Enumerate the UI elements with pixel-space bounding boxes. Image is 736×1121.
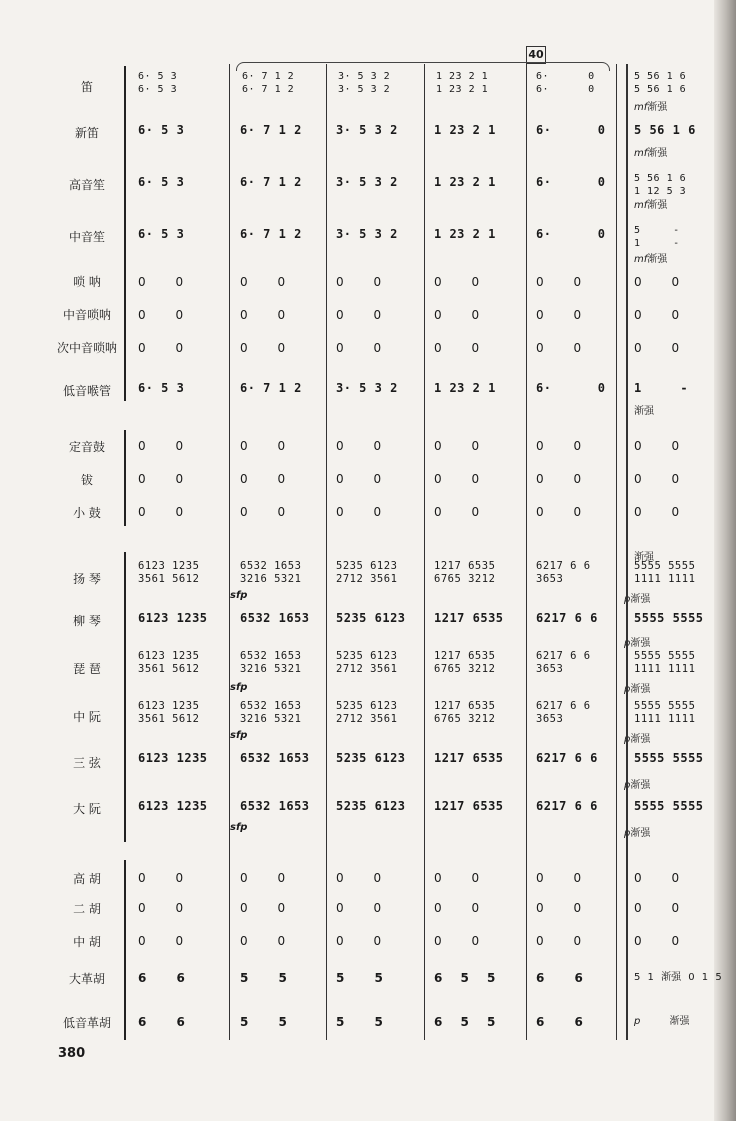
bar-2: 0 0 — [240, 439, 286, 453]
bar-6: 5555 5555 — [634, 611, 704, 625]
bar-1: 6123 1235 — [138, 751, 208, 765]
bar-6: 5555 5555 1111 1111 — [634, 650, 696, 675]
bar-5: 0 0 — [536, 308, 582, 322]
label-dagehu: 大革胡 — [68, 972, 105, 986]
bar-5: 6217 6 6 3653 — [536, 560, 591, 585]
bar-5: 0 0 — [536, 439, 582, 453]
bar-5: 0 0 — [536, 472, 582, 486]
barline-6 — [626, 64, 628, 1040]
bar-5: 0 0 — [536, 275, 582, 289]
bar-4: 0 0 — [434, 901, 480, 915]
bar-4: 1217 6535 6765 3212 — [434, 700, 496, 725]
bar-6: 0 0 — [634, 472, 680, 486]
bar-5: 6· 0 — [536, 381, 606, 395]
bar-6: 5555 5555 — [634, 751, 704, 765]
bar-5: 6217 6 6 — [536, 611, 598, 625]
bar-4: 1217 6535 — [434, 751, 504, 765]
bar-2: 0 0 — [240, 341, 286, 355]
bar-4: 0 0 — [434, 439, 480, 453]
bar-2: 6532 1653 — [240, 611, 310, 625]
bar-6: 1 - — [634, 381, 689, 395]
bar-3: 0 0 — [336, 275, 382, 289]
bar-3: 5235 6123 — [336, 751, 406, 765]
p-crescendo-daruan: p渐强 — [624, 828, 651, 839]
label-diyinhouguan: 低音喉管 — [62, 384, 111, 398]
bar-2: 6· 7 1 2 — [240, 227, 302, 241]
label-diyingehu: 低音革胡 — [62, 1016, 111, 1030]
wind-group-brace — [124, 66, 132, 401]
bar-5: 0 0 — [536, 934, 582, 948]
bar-1: 6· 5 3 — [138, 123, 185, 137]
bar-2: 0 0 — [240, 871, 286, 885]
crescendo-yangqin-top: 渐强 — [634, 552, 654, 563]
rehearsal-mark: 40 — [526, 46, 546, 64]
bar-4: 1 23 2 1 — [434, 123, 496, 137]
label-zhonghu: 中 胡 — [73, 935, 101, 949]
bar-3: 5235 6123 — [336, 611, 406, 625]
p-crescendo-yangqin: p渐强 — [624, 594, 651, 605]
barline-1 — [229, 64, 230, 1040]
bar-4: 0 0 — [434, 934, 480, 948]
bar-1: 0 0 — [138, 901, 184, 915]
bar-6: 5555 5555 1111 1111 — [634, 700, 696, 725]
crescendo-diyinhouguan: 渐强 — [634, 406, 654, 417]
bar-1: 6· 5 3 — [138, 227, 185, 241]
bar-6: 5 1 渐强 0 1 5 — [634, 972, 722, 983]
mf-crescendo-xindi: mf渐强 — [634, 148, 668, 159]
bar-6: 5 - 1 - — [634, 225, 680, 249]
p-crescendo-sanxian: p渐强 — [624, 780, 651, 791]
p-crescendo-zhongruan: p渐强 — [624, 734, 651, 745]
bar-2: 6532 1653 3216 5321 — [240, 560, 302, 585]
bar-4: 1 23 2 1 1 23 2 1 — [436, 71, 489, 95]
bar-1: 6· 5 3 — [138, 381, 185, 395]
bar-2: 0 0 — [240, 472, 286, 486]
bar-3: 5235 6123 2712 3561 — [336, 560, 398, 585]
bar-2: 5 5 — [240, 1015, 287, 1029]
bar-6: 5 56 1 6 1 12 5 3 — [634, 173, 687, 197]
bar-2: 6· 7 1 2 — [240, 123, 302, 137]
bar-1: 6123 1235 — [138, 799, 208, 813]
bar-2: 0 0 — [240, 934, 286, 948]
label-bo: 钹 — [80, 473, 93, 487]
barline-4 — [526, 64, 527, 1040]
barline-2 — [326, 64, 327, 1040]
bar-3: 0 0 — [336, 934, 382, 948]
label-xindi: 新笛 — [74, 126, 99, 140]
bar-6: 0 0 — [634, 901, 680, 915]
page-number: 380 — [58, 1046, 86, 1061]
bar-1: 6· 5 3 — [138, 175, 185, 189]
bar-2: 0 0 — [240, 275, 286, 289]
label-zhongyinsuona: 中音唢呐 — [62, 308, 111, 322]
bar-3: 0 0 — [336, 439, 382, 453]
bar-5: 6217 6 6 — [536, 751, 598, 765]
bar-4: 1217 6535 6765 3212 — [434, 560, 496, 585]
bar-5: 0 0 — [536, 505, 582, 519]
label-dingyingu: 定音鼓 — [68, 440, 105, 454]
bar-1: 6123 1235 3561 5612 — [138, 650, 200, 675]
bar-3: 5235 6123 — [336, 799, 406, 813]
bar-3: 3· 5 3 2 — [336, 175, 398, 189]
label-gaohu: 高 胡 — [73, 872, 101, 886]
bar-1: 0 0 — [138, 871, 184, 885]
plucked-group-brace — [124, 552, 132, 842]
bar-6: 0 0 — [634, 439, 680, 453]
bar-4: 0 0 — [434, 472, 480, 486]
bar-4: 1 23 2 1 — [434, 175, 496, 189]
bar-1: 6 6 — [138, 1015, 185, 1029]
bar-6: 0 0 — [634, 871, 680, 885]
bar-4: 1217 6535 6765 3212 — [434, 650, 496, 675]
bar-2: 0 0 — [240, 505, 286, 519]
bar-1: 6123 1235 — [138, 611, 208, 625]
bar-3: 0 0 — [336, 341, 382, 355]
bar-2: 0 0 — [240, 308, 286, 322]
bar-1: 0 0 — [138, 472, 184, 486]
mf-crescendo-gaoyinsheng: mf渐强 — [634, 200, 668, 211]
label-erhu: 二 胡 — [73, 902, 101, 916]
bar-4: 0 0 — [434, 341, 480, 355]
bar-2: 6532 1653 3216 5321 — [240, 700, 302, 725]
bar-2: 6· 7 1 2 6· 7 1 2 — [242, 71, 295, 95]
bar-1: 6123 1235 3561 5612 — [138, 560, 200, 585]
bar-4: 1 23 2 1 — [434, 381, 496, 395]
bar-3: 3· 5 3 2 3· 5 3 2 — [338, 71, 391, 95]
bar-3: 5 5 — [336, 971, 383, 985]
bar-4: 0 0 — [434, 871, 480, 885]
bar-3: 0 0 — [336, 505, 382, 519]
bar-1: 0 0 — [138, 439, 184, 453]
bar-5: 6· 0 — [536, 227, 606, 241]
bar-2: 6532 1653 — [240, 799, 310, 813]
bar-5: 0 0 — [536, 901, 582, 915]
bar-3: 0 0 — [336, 308, 382, 322]
bar-6: 0 0 — [634, 341, 680, 355]
bar-1: 0 0 — [138, 341, 184, 355]
label-sanxian: 三 弦 — [73, 756, 101, 770]
label-gaoyinsheng: 高音笙 — [68, 178, 105, 192]
bar-4: 6 5 5 — [434, 1015, 496, 1029]
bar-6: 5555 5555 1111 1111 — [634, 560, 696, 585]
bar-5: 6217 6 6 3653 — [536, 700, 591, 725]
bar-3: 3· 5 3 2 — [336, 123, 398, 137]
bar-3: 0 0 — [336, 901, 382, 915]
bar-6: 5555 5555 — [634, 799, 704, 813]
bar-6: 0 0 — [634, 505, 680, 519]
bar-3: 5 5 — [336, 1015, 383, 1029]
label-yangqin: 扬 琴 — [73, 572, 101, 586]
bar-6: p 渐强 — [634, 1016, 690, 1027]
bar-4: 0 0 — [434, 505, 480, 519]
bar-5: 0 0 — [536, 871, 582, 885]
bar-6: 5 56 1 6 5 56 1 6 — [634, 71, 687, 95]
p-crescendo-liuqin: p渐强 — [624, 638, 651, 649]
bar-3: 0 0 — [336, 472, 382, 486]
bar-1: 0 0 — [138, 308, 184, 322]
bar-2: 6532 1653 — [240, 751, 310, 765]
label-cizhongyinsuona: 次中音唢呐 — [56, 341, 117, 355]
bar-2: 6532 1653 3216 5321 — [240, 650, 302, 675]
label-suona: 唢 呐 — [73, 275, 101, 289]
bar-1: 0 0 — [138, 275, 184, 289]
bar-5: 0 0 — [536, 341, 582, 355]
bar-5: 6217 6 6 3653 — [536, 650, 591, 675]
bar-1: 6· 5 3 6· 5 3 — [138, 71, 178, 95]
sfp-pipa: sfp — [230, 682, 248, 693]
mf-crescendo-zhongyinsheng: mf渐强 — [634, 254, 668, 265]
bar-5: 6· 0 — [536, 175, 606, 189]
bar-6: 0 0 — [634, 275, 680, 289]
label-liuqin: 柳 琴 — [73, 614, 101, 628]
bar-4: 1217 6535 — [434, 611, 504, 625]
bar-6: 0 0 — [634, 934, 680, 948]
bar-2: 5 5 — [240, 971, 287, 985]
bar-1: 0 0 — [138, 934, 184, 948]
slur-di — [236, 62, 610, 71]
label-xiaogu: 小 鼓 — [73, 506, 101, 520]
bar-6: 0 0 — [634, 308, 680, 322]
label-zhongruan: 中 阮 — [73, 710, 101, 724]
bar-4: 1 23 2 1 — [434, 227, 496, 241]
label-di: 笛 — [80, 80, 93, 94]
barline-5 — [616, 64, 617, 1040]
sfp-yangqin: sfp — [230, 590, 248, 601]
bar-3: 0 0 — [336, 871, 382, 885]
label-daruan: 大 阮 — [73, 802, 101, 816]
bar-2: 6· 7 1 2 — [240, 175, 302, 189]
bar-3: 5235 6123 2712 3561 — [336, 650, 398, 675]
bar-1: 0 0 — [138, 505, 184, 519]
bar-5: 6· 0 — [536, 123, 606, 137]
bar-4: 0 0 — [434, 308, 480, 322]
bar-3: 5235 6123 2712 3561 — [336, 700, 398, 725]
bar-4: 6 5 5 — [434, 971, 496, 985]
bar-2: 0 0 — [240, 901, 286, 915]
bar-4: 1217 6535 — [434, 799, 504, 813]
sfp-daruan: sfp — [230, 822, 248, 833]
bar-5: 6· 0 6· 0 — [536, 71, 595, 95]
label-pipa: 琵 琶 — [73, 662, 101, 676]
label-zhongyinsheng: 中音笙 — [68, 230, 105, 244]
bar-2: 6· 7 1 2 — [240, 381, 302, 395]
bar-5: 6 6 — [536, 971, 583, 985]
bar-4: 0 0 — [434, 275, 480, 289]
barline-3 — [424, 64, 425, 1040]
bar-1: 6123 1235 3561 5612 — [138, 700, 200, 725]
bar-3: 3· 5 3 2 — [336, 381, 398, 395]
percussion-group-brace — [124, 430, 132, 526]
bar-1: 6 6 — [138, 971, 185, 985]
mf-crescendo-di: mf渐强 — [634, 102, 668, 113]
bar-5: 6217 6 6 — [536, 799, 598, 813]
bar-5: 6 6 — [536, 1015, 583, 1029]
p-crescendo-pipa: p渐强 — [624, 684, 651, 695]
sfp-zhongruan: sfp — [230, 730, 248, 741]
bar-3: 3· 5 3 2 — [336, 227, 398, 241]
bowed-group-brace — [124, 860, 132, 1040]
bar-6: 5 56 1 6 — [634, 123, 696, 137]
